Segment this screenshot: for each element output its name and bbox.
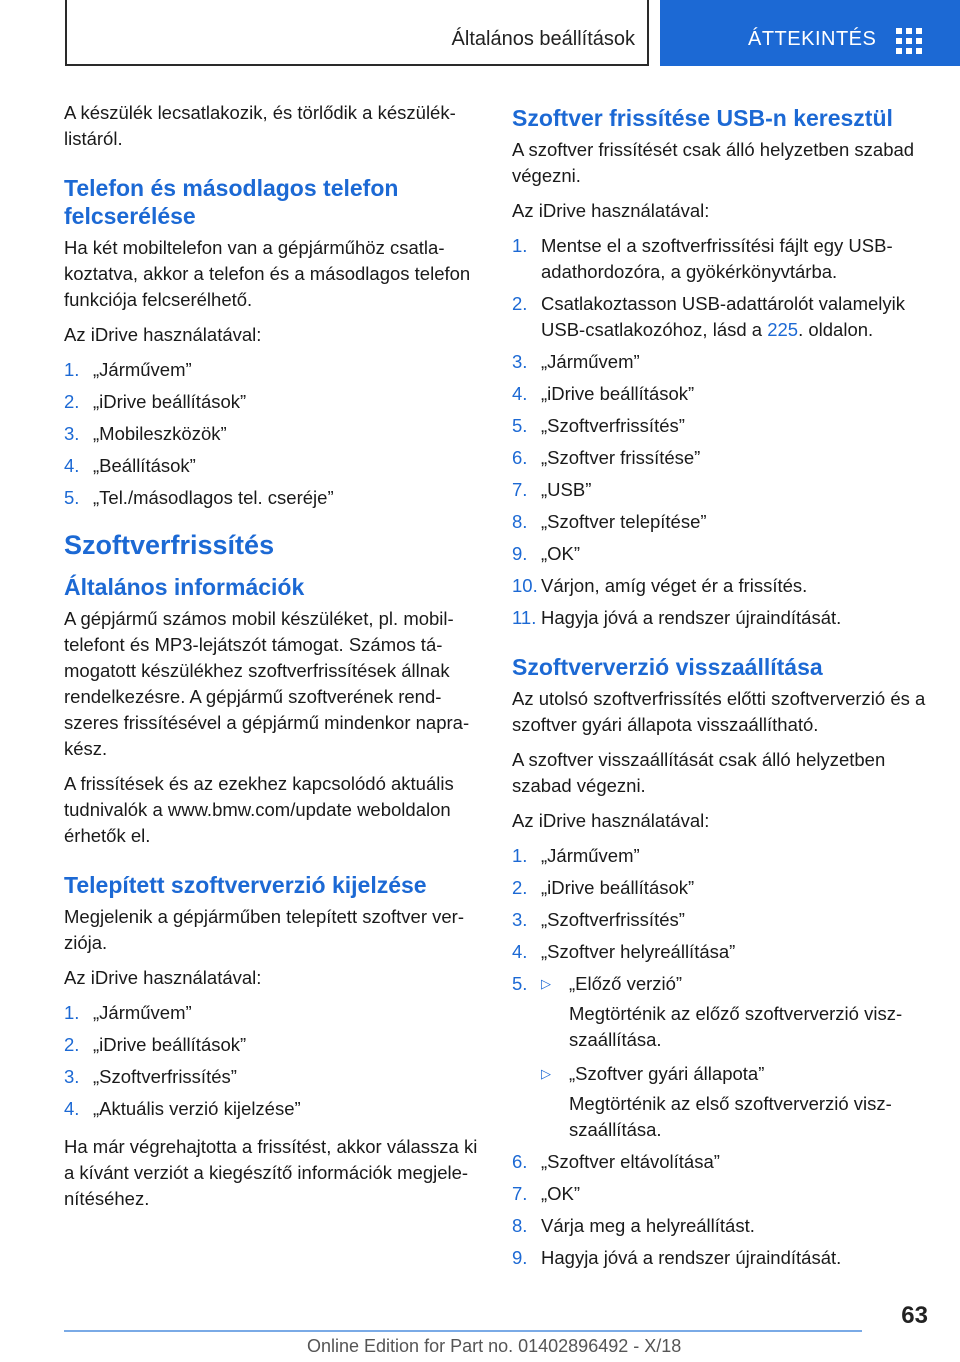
- step-text: „OK”: [541, 1183, 581, 1204]
- page-header: [0, 0, 960, 66]
- list-item: [64, 1064, 484, 1090]
- step-number: 1.: [512, 235, 528, 256]
- list-item: [512, 509, 932, 535]
- step-number: 11.: [512, 607, 537, 628]
- overview-button[interactable]: [660, 0, 960, 66]
- page-link[interactable]: 225: [767, 319, 799, 340]
- step-text: „iDrive beállítások”: [93, 1034, 247, 1055]
- list-item: [512, 843, 932, 869]
- footer-divider: [64, 1330, 862, 1332]
- swap-text: Ha két mobiltelefon van a gépjárműhöz csatla-koztatva, akkor a telefon és a másodlagos telefon funkciója felcserélhető.: [64, 237, 471, 310]
- step-text: „USB”: [541, 479, 592, 500]
- step-number: 1.: [512, 845, 528, 866]
- step-number: 9.: [512, 1247, 528, 1268]
- step-number: 4.: [64, 455, 80, 476]
- installed-text: Megjelenik a gépjárműben telepített szoftver ver-ziója.: [64, 906, 465, 953]
- installed-heading: Telepített szoftververzió kijelzése: [64, 872, 427, 898]
- usb-text: A szoftver frissítését csak álló helyzetben szabad végezni.: [512, 139, 915, 186]
- right-column: [512, 100, 932, 1283]
- option-description: Megtörténik az előző szoftververzió visz-szaállítása.: [569, 1003, 903, 1050]
- list-item: [64, 1032, 484, 1058]
- step-number: 4.: [64, 1098, 80, 1119]
- list-item: [512, 1181, 932, 1207]
- installed-after-text: Ha már végrehajtotta a frissítést, akkor válassza ki a kívánt verziót a kiegészítő információk megjele-nítéséhez.: [64, 1136, 478, 1209]
- list-item: [512, 413, 932, 439]
- list-item: [512, 291, 932, 343]
- step-text: Hagyja jóvá a rendszer újraindítását.: [541, 607, 842, 628]
- list-item: [64, 485, 484, 511]
- step-text: „Járművem”: [93, 1002, 192, 1023]
- step-number: 2.: [64, 1034, 80, 1055]
- step-text: „Szoftver eltávolítása”: [541, 1151, 720, 1172]
- option-text: „Előző verzió”: [569, 973, 683, 994]
- swap-steps: [64, 357, 484, 511]
- step-text: Csatlakoztasson USB-adattárolót valamelyik USB-csatlakozóhoz, lásd a: [541, 293, 905, 340]
- step-text: . oldalon.: [798, 319, 874, 340]
- list-item: [512, 573, 932, 599]
- step-text: „Járművem”: [93, 359, 192, 380]
- list-item: [512, 1245, 932, 1271]
- step-text: „Szoftverfrissítés”: [541, 909, 685, 930]
- step-text: „Szoftverfrissítés”: [541, 415, 685, 436]
- header-section-title: Általános beállítások: [451, 28, 635, 50]
- step-text: Hagyja jóvá a rendszer újraindítását.: [541, 1247, 842, 1268]
- grid-icon[interactable]: [896, 28, 922, 54]
- step-number: 2.: [512, 293, 528, 314]
- list-item: [512, 1213, 932, 1239]
- triangle-bullet-icon: ▷: [541, 1066, 551, 1081]
- usb-steps: [512, 233, 932, 631]
- general-text-2: A frissítések és az ezekhez kapcsolódó aktuális tudnivalók a www.bmw.com/update weboldalon érhetők el.: [64, 773, 454, 846]
- step-number: 5.: [512, 415, 528, 436]
- list-item: [512, 541, 932, 567]
- installed-idrive-text: Az iDrive használatával:: [64, 967, 262, 988]
- step-number: 5.: [512, 973, 528, 994]
- list-item: [64, 453, 484, 479]
- step-number: 10.: [512, 575, 538, 596]
- left-column: [64, 100, 484, 1221]
- triangle-bullet-icon: ▷: [541, 976, 551, 991]
- step-text: „Járművem”: [541, 351, 640, 372]
- option-text: „Szoftver gyári állapota”: [569, 1063, 765, 1084]
- list-item: [512, 907, 932, 933]
- step-number: 2.: [64, 391, 80, 412]
- step-text: „Tel./másodlagos tel. cseréje”: [93, 487, 334, 508]
- list-item: [512, 605, 932, 631]
- list-item: [512, 971, 932, 1143]
- step-text: „OK”: [541, 543, 581, 564]
- step-number: 8.: [512, 1215, 528, 1236]
- step-number: 5.: [64, 487, 80, 508]
- usb-idrive-text: Az iDrive használatával:: [512, 200, 710, 221]
- update-heading: Szoftverfrissítés: [64, 530, 275, 560]
- list-item: [64, 1000, 484, 1026]
- step-number: 2.: [512, 877, 528, 898]
- step-number: 3.: [64, 1066, 80, 1087]
- restore-heading: Szoftververzió visszaállítása: [512, 654, 823, 680]
- list-item: [512, 477, 932, 503]
- step-text: „Szoftver frissítése”: [541, 447, 701, 468]
- step-text: „Aktuális verzió kijelzése”: [93, 1098, 301, 1119]
- overview-label[interactable]: ÁTTEKINTÉS: [748, 28, 877, 50]
- step-text: Mentse el a szoftverfrissítési fájlt egy USB-adathordozóra, a gyökérkönyvtárba.: [541, 235, 893, 282]
- step-number: 6.: [512, 447, 528, 468]
- step-number: 3.: [64, 423, 80, 444]
- step-number: 7.: [512, 479, 528, 500]
- header-section-box: [65, 0, 649, 66]
- intro-text: A készülék lecsatlakozik, és törlődik a készülék-listáról.: [64, 102, 456, 149]
- step-text: „iDrive beállítások”: [541, 877, 695, 898]
- list-item: [512, 875, 932, 901]
- page-number: 63: [901, 1302, 928, 1329]
- list-item: [512, 445, 932, 471]
- list-item: [512, 349, 932, 375]
- step-text: Várja meg a helyreállítást.: [541, 1215, 755, 1236]
- option-description: Megtörténik az első szoftververzió visz-szaállítása.: [569, 1093, 892, 1140]
- list-item: [512, 939, 932, 965]
- step-text: „Szoftver telepítése”: [541, 511, 707, 532]
- list-item: [512, 233, 932, 285]
- step-number: 4.: [512, 383, 528, 404]
- step-text: „iDrive beállítások”: [93, 391, 247, 412]
- step-number: 8.: [512, 511, 528, 532]
- step-text: „Beállítások”: [93, 455, 196, 476]
- sub-option-previous: [541, 971, 932, 1053]
- step-text: „Járművem”: [541, 845, 640, 866]
- list-item: [512, 1149, 932, 1175]
- swap-idrive-text: Az iDrive használatával:: [64, 324, 262, 345]
- restore-steps: [512, 843, 932, 1271]
- step-text: Várjon, amíg véget ér a frissítés.: [541, 575, 808, 596]
- list-item: [64, 389, 484, 415]
- restore-text-2: A szoftver visszaállítását csak álló helyzetben szabad végezni.: [512, 749, 886, 796]
- step-text: „Szoftverfrissítés”: [93, 1066, 237, 1087]
- step-number: 9.: [512, 543, 528, 564]
- installed-steps: [64, 1000, 484, 1122]
- step-text: „Szoftver helyreállítása”: [541, 941, 736, 962]
- step-text: „iDrive beállítások”: [541, 383, 695, 404]
- footer-edition: Online Edition for Part no. 01402896492 - X/18: [307, 1336, 682, 1356]
- list-item: [64, 357, 484, 383]
- restore-text-1: Az utolsó szoftverfrissítés előtti szoftververzió és a szoftver gyári állapota visszaállítható.: [512, 688, 926, 735]
- swap-heading: Telefon és másodlagos telefon felcserélése: [64, 175, 399, 229]
- step-number: 3.: [512, 909, 528, 930]
- step-number: 1.: [64, 1002, 80, 1023]
- step-text: „Mobileszközök”: [93, 423, 227, 444]
- restore-idrive-text: Az iDrive használatával:: [512, 810, 710, 831]
- step-number: 7.: [512, 1183, 528, 1204]
- list-item: [64, 1096, 484, 1122]
- step-number: 1.: [64, 359, 80, 380]
- sub-option-factory: [541, 1061, 932, 1143]
- step-number: 4.: [512, 941, 528, 962]
- step-number: 6.: [512, 1151, 528, 1172]
- list-item: [64, 421, 484, 447]
- general-text-1: A gépjármű számos mobil készüléket, pl. mobil-telefont és MP3-lejátszót támogat. Számos tá-mogatott készülékhez szoftverfrissítések állnak rendelkezésre. A gépjármű szoftverének rend-szeres frissítésével a gépjármű mindenkor napra-kész.: [64, 608, 470, 759]
- general-heading: Általános információk: [64, 574, 305, 600]
- list-item: [512, 381, 932, 407]
- step-number: 3.: [512, 351, 528, 372]
- usb-heading: Szoftver frissítése USB-n keresztül: [512, 105, 893, 131]
